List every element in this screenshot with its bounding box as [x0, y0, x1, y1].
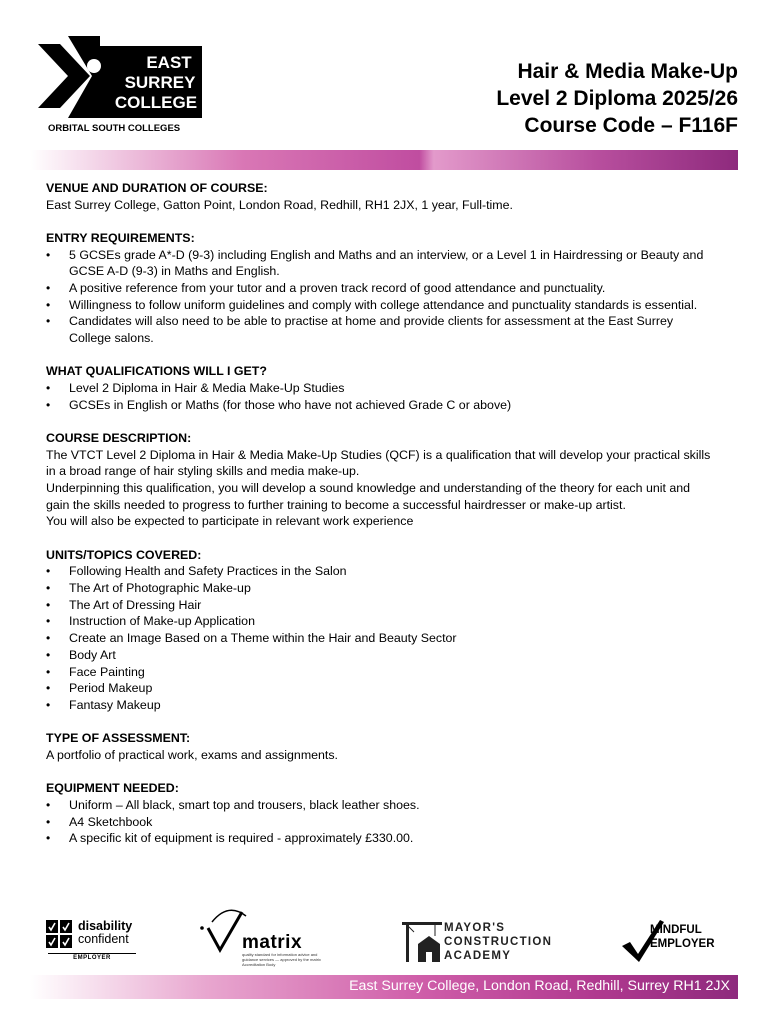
- college-logo-mark: [38, 36, 203, 136]
- partner-logos: [30, 900, 738, 970]
- assessment-section: [46, 730, 716, 763]
- list-item: • A4 Sketchbook: [46, 814, 716, 831]
- list-item: • Uniform – All black, smart top and trousers, black leather shoes.: [46, 797, 716, 814]
- units-heading: UNITS/TOPICS COVERED:: [46, 547, 202, 562]
- list-item: • Instruction of Make-up Application: [46, 613, 716, 630]
- entry-list: [46, 247, 716, 347]
- title-line-2: Level 2 Diploma 2025/26: [496, 87, 738, 110]
- list-item: • Level 2 Diploma in Hair & Media Make-Up Studies: [46, 380, 716, 397]
- course-title: [496, 58, 738, 139]
- course-content: [46, 180, 716, 863]
- entry-heading: ENTRY REQUIREMENTS:: [46, 230, 195, 245]
- venue-text: East Surrey College, Gatton Point, London Road, Redhill, RH1 2JX, 1 year, Full-time.: [46, 197, 513, 212]
- list-item: • Willingness to follow uniform guidelines and comply with college attendance and punctuality standards is essential.: [46, 297, 716, 314]
- equipment-section: [46, 780, 716, 847]
- list-item: • Period Makeup: [46, 680, 716, 697]
- list-item: • GCSEs in English or Maths (for those who have not achieved Grade C or above): [46, 397, 716, 414]
- list-item: • Body Art: [46, 647, 716, 664]
- assessment-text: A portfolio of practical work, exams and assignments.: [46, 747, 339, 762]
- mindful-line-1: MINDFUL: [650, 924, 702, 936]
- list-item: • The Art of Dressing Hair: [46, 597, 716, 614]
- qualifications-section: [46, 363, 716, 413]
- units-section: [46, 547, 716, 714]
- title-line-3: Course Code – F116F: [524, 114, 738, 137]
- matrix-word: matrix: [242, 932, 303, 953]
- logo-subtitle: ORBITAL SOUTH COLLEGES: [48, 123, 181, 134]
- list-item: • Candidates will also need to be able to practise at home and provide clients for assessment at the East Surrey College salons.: [46, 313, 716, 346]
- description-paragraph: You will also be expected to participate in relevant work experience: [46, 514, 414, 529]
- crane-house-icon: [402, 918, 442, 962]
- venue-heading: VENUE AND DURATION OF COURSE:: [46, 181, 268, 195]
- logo-line-3: COLLEGE: [114, 93, 198, 112]
- mindful-line-2: EMPLOYER: [650, 938, 715, 950]
- list-item: • A specific kit of equipment is required - approximately £330.00.: [46, 830, 716, 847]
- mayors-construction-academy-logo: [402, 918, 572, 964]
- mindful-employer-logo: [620, 918, 730, 964]
- college-logo: [38, 36, 203, 136]
- disability-confident-icon: [46, 920, 72, 950]
- equipment-heading: EQUIPMENT NEEDED:: [46, 781, 179, 796]
- list-item: • Face Painting: [46, 664, 716, 681]
- description-heading: COURSE DESCRIPTION:: [46, 430, 192, 445]
- disability-line-1: disability: [78, 919, 133, 933]
- disability-confident-text: [78, 920, 132, 946]
- description-section: [46, 430, 716, 530]
- disability-line-2: confident: [78, 932, 129, 946]
- description-paragraph: Underpinning this qualification, you will develop a sound knowledge and understanding of the theory for each unit and gain the skills needed to progress to further training to become a successful hairdresser or make-up artist.: [46, 481, 691, 512]
- logo-line-2: SURREY: [124, 73, 196, 92]
- header-band: [30, 150, 738, 170]
- list-item: • A positive reference from your tutor and a proven track record of good attendance and punctuality.: [46, 280, 716, 297]
- matrix-fine-print: quality standard for information advice and guidance services — approved by the matrix Accreditation Body: [242, 952, 321, 967]
- logo-line-1: EAST: [146, 53, 192, 72]
- equipment-list: [46, 797, 716, 847]
- mayors-construction-text: [444, 921, 552, 963]
- assessment-heading: TYPE OF ASSESSMENT:: [46, 731, 191, 746]
- mindful-employer-text: [650, 923, 715, 951]
- title-line-1: Hair & Media Make-Up: [517, 60, 738, 83]
- disability-confident-logo: [46, 920, 138, 960]
- venue-section: [46, 180, 716, 213]
- list-item: • The Art of Photographic Make-up: [46, 580, 716, 597]
- mayors-line-3: ACADEMY: [444, 950, 512, 962]
- list-item: • 5 GCSEs grade A*-D (9-3) including English and Maths and an interview, or a Level 1 in Hairdressing or Beauty and GCSE A-D (9-3) in Maths and English.: [46, 247, 716, 280]
- entry-section: [46, 230, 716, 347]
- units-list: [46, 563, 716, 713]
- qualifications-list: [46, 380, 716, 413]
- disability-employer-label: EMPLOYER: [48, 953, 136, 961]
- footer-address: East Surrey College, London Road, Redhill, Surrey RH1 2JX: [349, 978, 730, 994]
- mayors-line-2: CONSTRUCTION: [444, 936, 553, 948]
- list-item: • Create an Image Based on a Theme within the Hair and Beauty Sector: [46, 630, 716, 647]
- mayors-line-1: MAYOR'S: [444, 922, 506, 934]
- qualifications-heading: WHAT QUALIFICATIONS WILL I GET?: [46, 364, 267, 379]
- list-item: • Fantasy Makeup: [46, 697, 716, 714]
- matrix-logo: [198, 906, 348, 966]
- list-item: • Following Health and Safety Practices in the Salon: [46, 563, 716, 580]
- description-paragraph: The VTCT Level 2 Diploma in Hair & Media Make-Up Studies (QCF) is a qualification that will develop your practical skills in a broad range of hair styling skills and media make-up.: [46, 447, 711, 479]
